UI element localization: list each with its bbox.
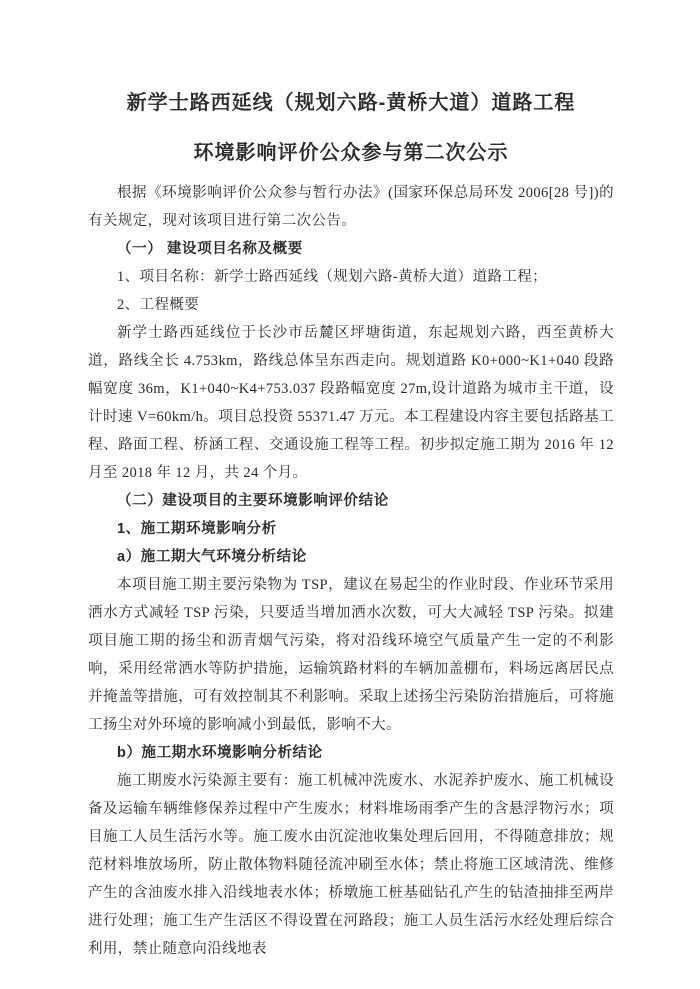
paragraph-overview: 新学士路西延线位于长沙市岳麓区坪塘街道，东起规划六路，西至黄桥大道，路线全长 4.753km，路线总体呈东西走向。规划道路 K0+000~K1+040 段路幅宽度 36m，K1+040~K4+753.037 段路幅宽度 27m,设计道路为城市主干道，设计时速 V=60km/h。项目总投资 55371.47 万元。本工程建设内容主要包括路基工程、路面工程、桥涵工程、交通设施工程等工程。初步拟定施工期为 2016 年 12 月至 2018 年 12 月，共 24 个月。 [88, 325, 614, 481]
subsection-heading-1b: b）施工期水环境影响分析结论 [117, 745, 323, 761]
paragraph-water-conclusion: 施工期废水污染源主要有：施工机械冲洗废水、水泥养护废水、施工机械设备及运输车辆维修保养过程中产生废水；材料堆场雨季产生的含悬浮物污水；项目施工人员生活污水等。施工废水由沉淀池收集处理后回用，不得随意排放；规范材料堆放场所，防止散体物料随径流冲刷至水体；禁止将施工区域清洗、维修产生的含油废水排入沿线地表水体；桥墩施工桩基础钻孔产生的钻渣抽排至两岸进行处理；施工生产生活区不得设置在河路段；施工人员生活污水经处理后综合利用，禁止随意向沿线地表 [88, 773, 614, 957]
doc-body [88, 179, 614, 963]
doc-title-line1: 新学士路西延线（规划六路-黄桥大道）道路工程 [126, 92, 576, 114]
section-heading-1: （一） 建设项目名称及概要 [117, 241, 303, 257]
subsection-heading-1a: a）施工期大气环境分析结论 [117, 549, 307, 565]
paragraph-project-name: 1、项目名称：新学士路西延线（规划六路-黄桥大道）道路工程； [117, 269, 548, 285]
paragraph-air-conclusion: 本项目施工期主要污染物为 TSP，建议在易起尘的作业时段、作业环节采用洒水方式减轻 TSP 污染，只要适当增加洒水次数，可大大减轻 TSP 污染。拟建项目施工期的扬尘和沥青烟气污染，将对沿线环境空气质量产生一定的不利影响，采用经常洒水等防护措施，运输筑路材料的车辆加盖棚布，料场远离居民点并掩盖等措施，可有效控制其不利影响。采取上述扬尘污染防治措施后，可将施工扬尘对外环境的影响减小到最低，影响不大。 [88, 577, 614, 733]
paragraph-overview-label: 2、工程概要 [117, 297, 200, 313]
paragraph-intro: 根据《环境影响评价公众参与暂行办法》(国家环保总局环发 2006[28 号])的有关规定，现对该项目进行第二次公告。 [88, 185, 614, 229]
section-heading-2: （二）建设项目的主要环境影响评价结论 [117, 493, 389, 509]
doc-title-line2: 环境影响评价公众参与第二次公示 [193, 142, 509, 164]
subsection-heading-1: 1、施工期环境影响分析 [117, 521, 277, 537]
